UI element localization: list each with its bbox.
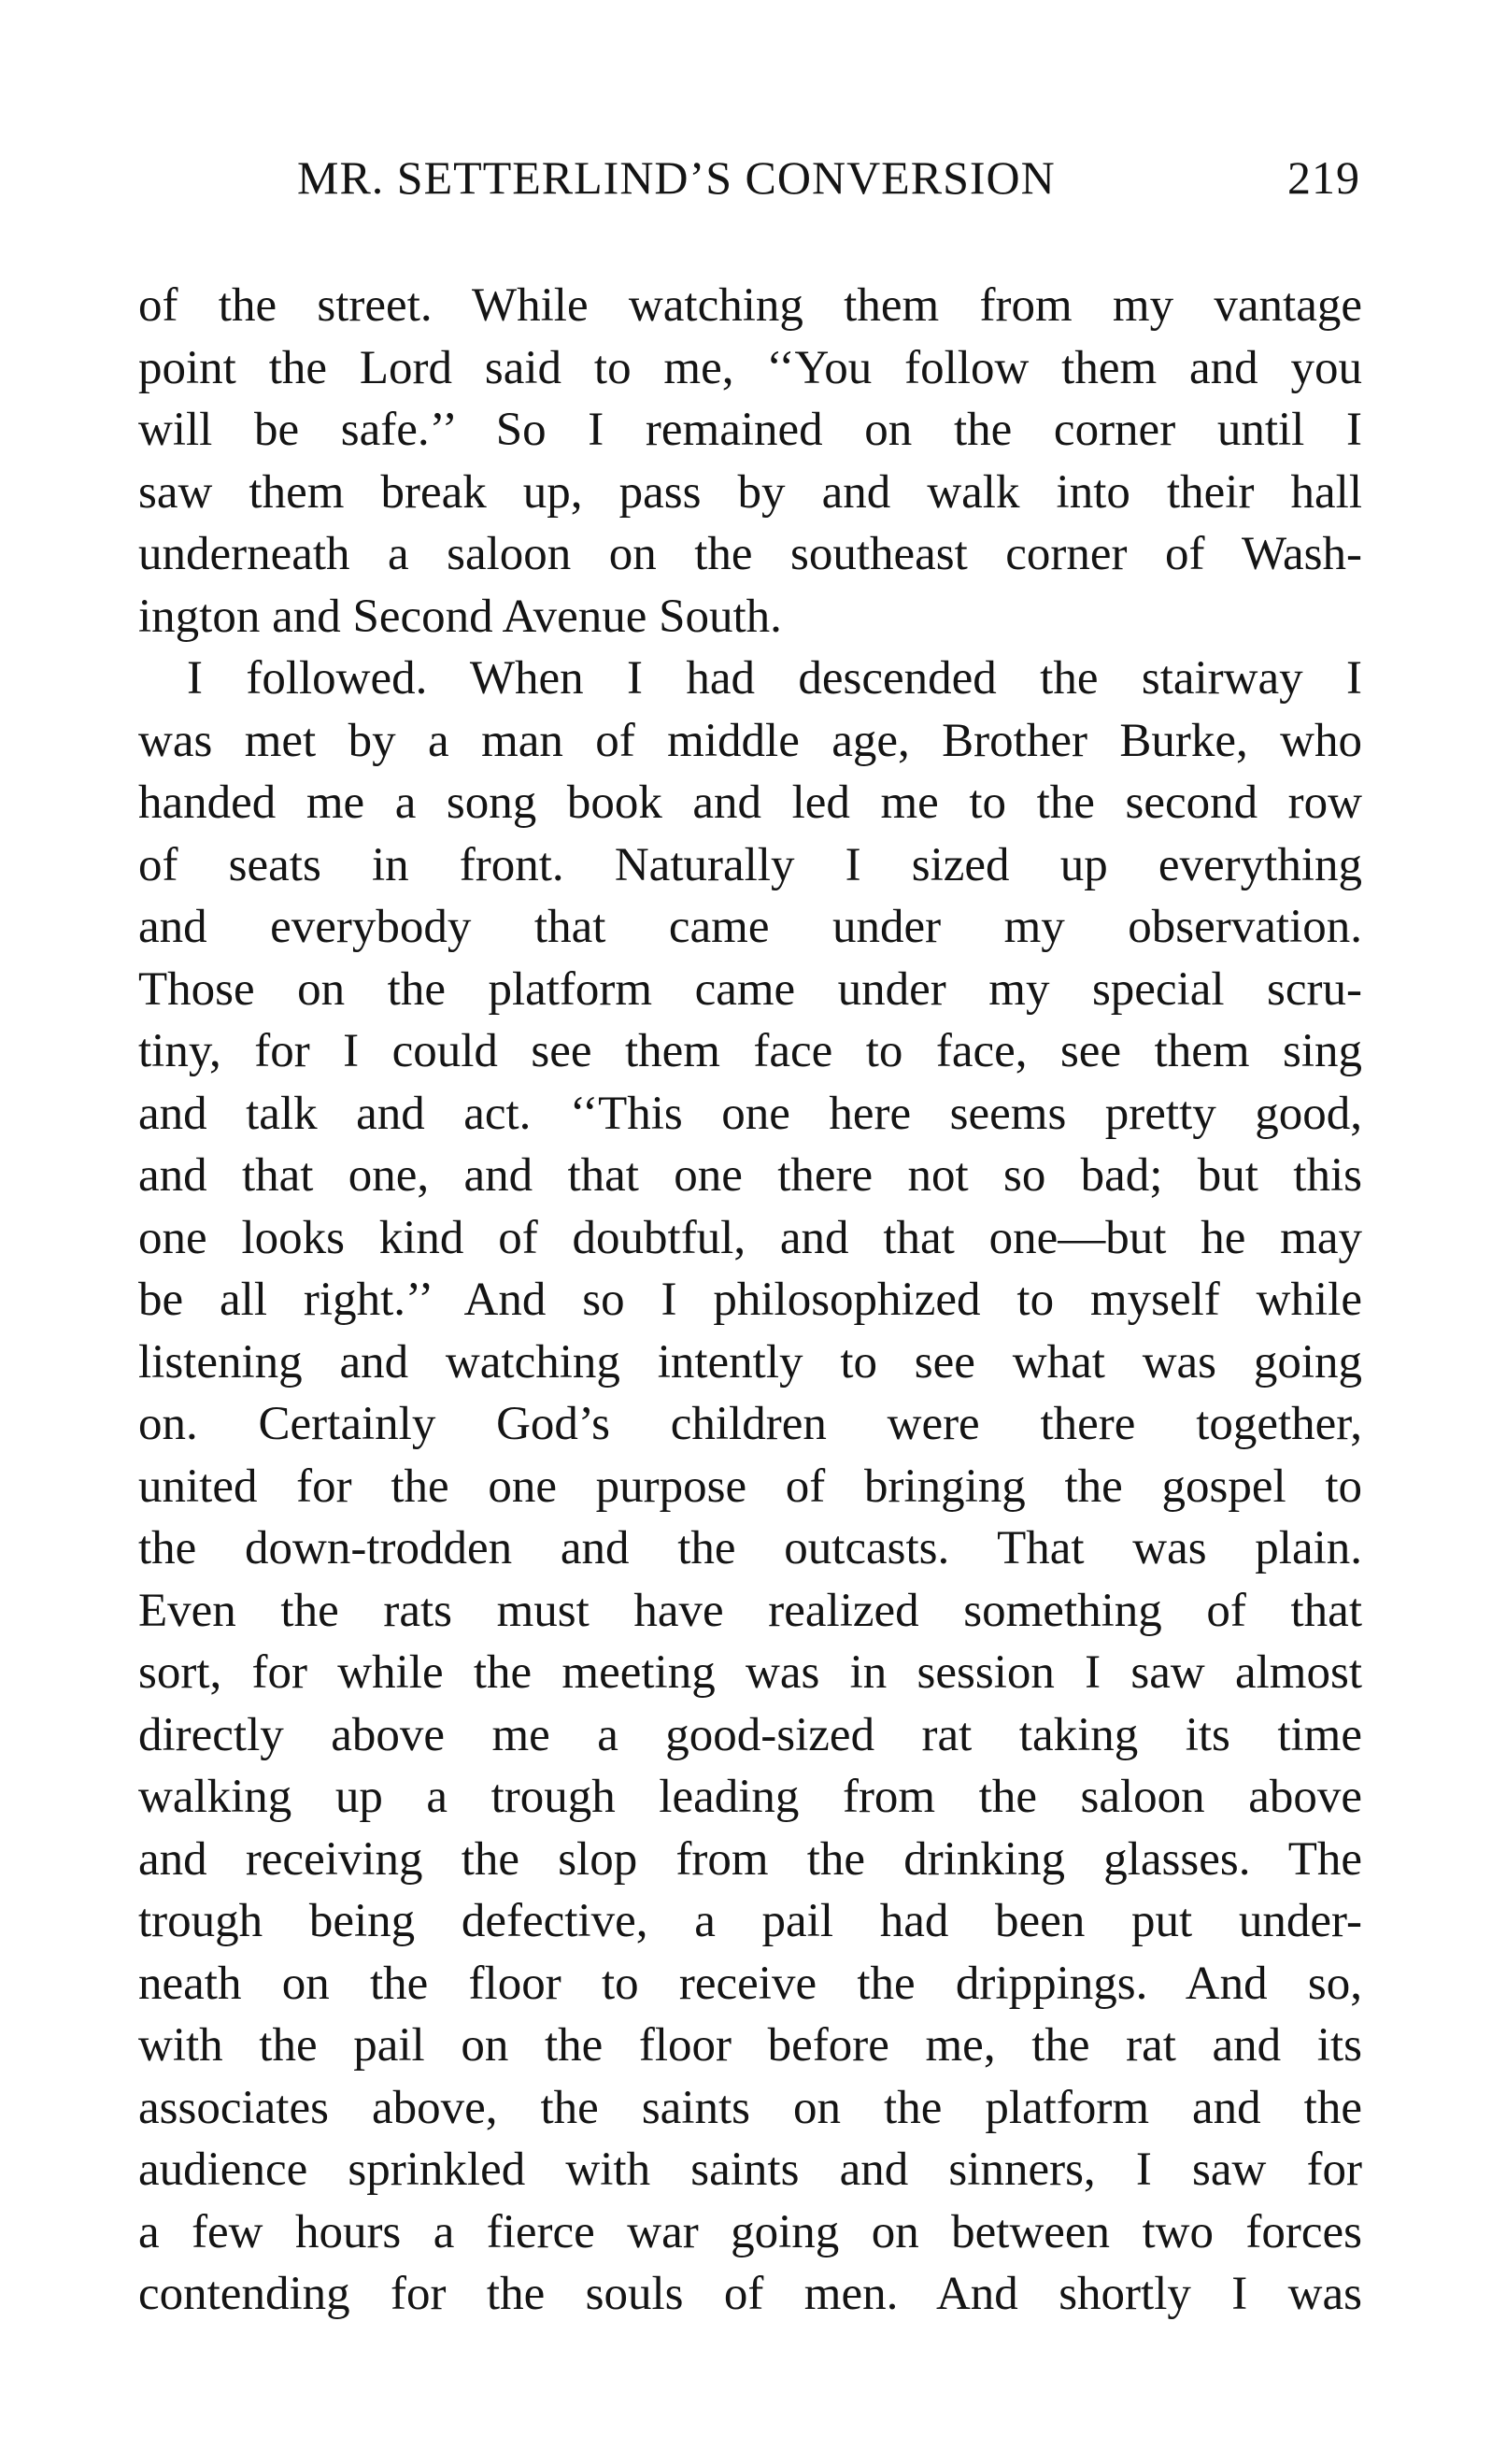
text-line: and receiving the slop from the drinking glasses. The xyxy=(138,1832,1362,1886)
text-line: Even the rats must have realized something of that xyxy=(138,1584,1362,1637)
text-line: contending for the souls of men. And shortly I was xyxy=(138,2268,1362,2320)
text-line: audience sprinkled with saints and sinners, I saw for xyxy=(138,2144,1362,2196)
text-line: associates above, the saints on the platform and the xyxy=(138,2081,1362,2134)
text-line: I followed. When I had descended the stairway I xyxy=(187,652,1362,705)
text-line: of seats in front. Naturally I sized up everything xyxy=(138,838,1362,891)
text-line: Those on the platform came under my special scru- xyxy=(138,962,1362,1016)
text-line: walking up a trough leading from the saloon above xyxy=(138,1771,1362,1823)
text-line: neath on the floor to receive the drippings. And so, xyxy=(138,1957,1362,2010)
text-line: one looks kind of doubtful, and that one—but he may xyxy=(138,1211,1362,1264)
text-line: with the pail on the floor before me, the rat and its xyxy=(138,2019,1362,2072)
text-line: and everybody that came under my observation. xyxy=(138,901,1362,953)
text-line: and that one, and that one there not so bad; but this xyxy=(138,1149,1362,1202)
text-line: underneath a saloon on the southeast corner of Wash- xyxy=(138,528,1362,580)
body-text xyxy=(138,275,1362,2326)
text-line: trough being defective, a pail had been put under- xyxy=(138,1895,1362,1947)
text-line: tiny, for I could see them face to face, see them sing xyxy=(138,1025,1362,1077)
running-head xyxy=(297,140,1360,215)
text-line: be all right.’’ And so I philosophized to myself while xyxy=(138,1274,1362,1326)
text-line: and talk and act. ‘‘This one here seems pretty good, xyxy=(138,1087,1362,1140)
text-line: a few hours a fierce war going on between two forces xyxy=(138,2205,1362,2258)
text-line: listening and watching intently to see what was going xyxy=(138,1335,1362,1389)
text-line: was met by a man of middle age, Brother Burke, who xyxy=(138,714,1362,767)
text-line: point the Lord said to me, ‘‘You follow them and you xyxy=(138,341,1362,394)
text-line: handed me a song book and led me to the second row xyxy=(138,776,1362,829)
text-line: the down-trodden and the outcasts. That was plain. xyxy=(138,1522,1362,1574)
text-line: directly above me a good-sized rat taking its time xyxy=(138,1708,1362,1761)
text-line: sort, for while the meeting was in session I saw almost xyxy=(138,1646,1362,1699)
running-head-title: MR. SETTERLIND’S CONVERSION xyxy=(297,151,1056,204)
page-number: 219 xyxy=(1287,151,1360,204)
text-line: ington and Second Avenue South. xyxy=(138,590,782,643)
text-line: saw them break up, pass by and walk into their hall xyxy=(138,465,1362,519)
text-line: of the street. While watching them from my vantage xyxy=(138,279,1362,332)
text-line: will be safe.’’ So I remained on the corner until I xyxy=(138,404,1362,456)
text-line: on. Certainly God’s children were there together, xyxy=(138,1398,1362,1450)
text-line: united for the one purpose of bringing the gospel to xyxy=(138,1460,1362,1513)
